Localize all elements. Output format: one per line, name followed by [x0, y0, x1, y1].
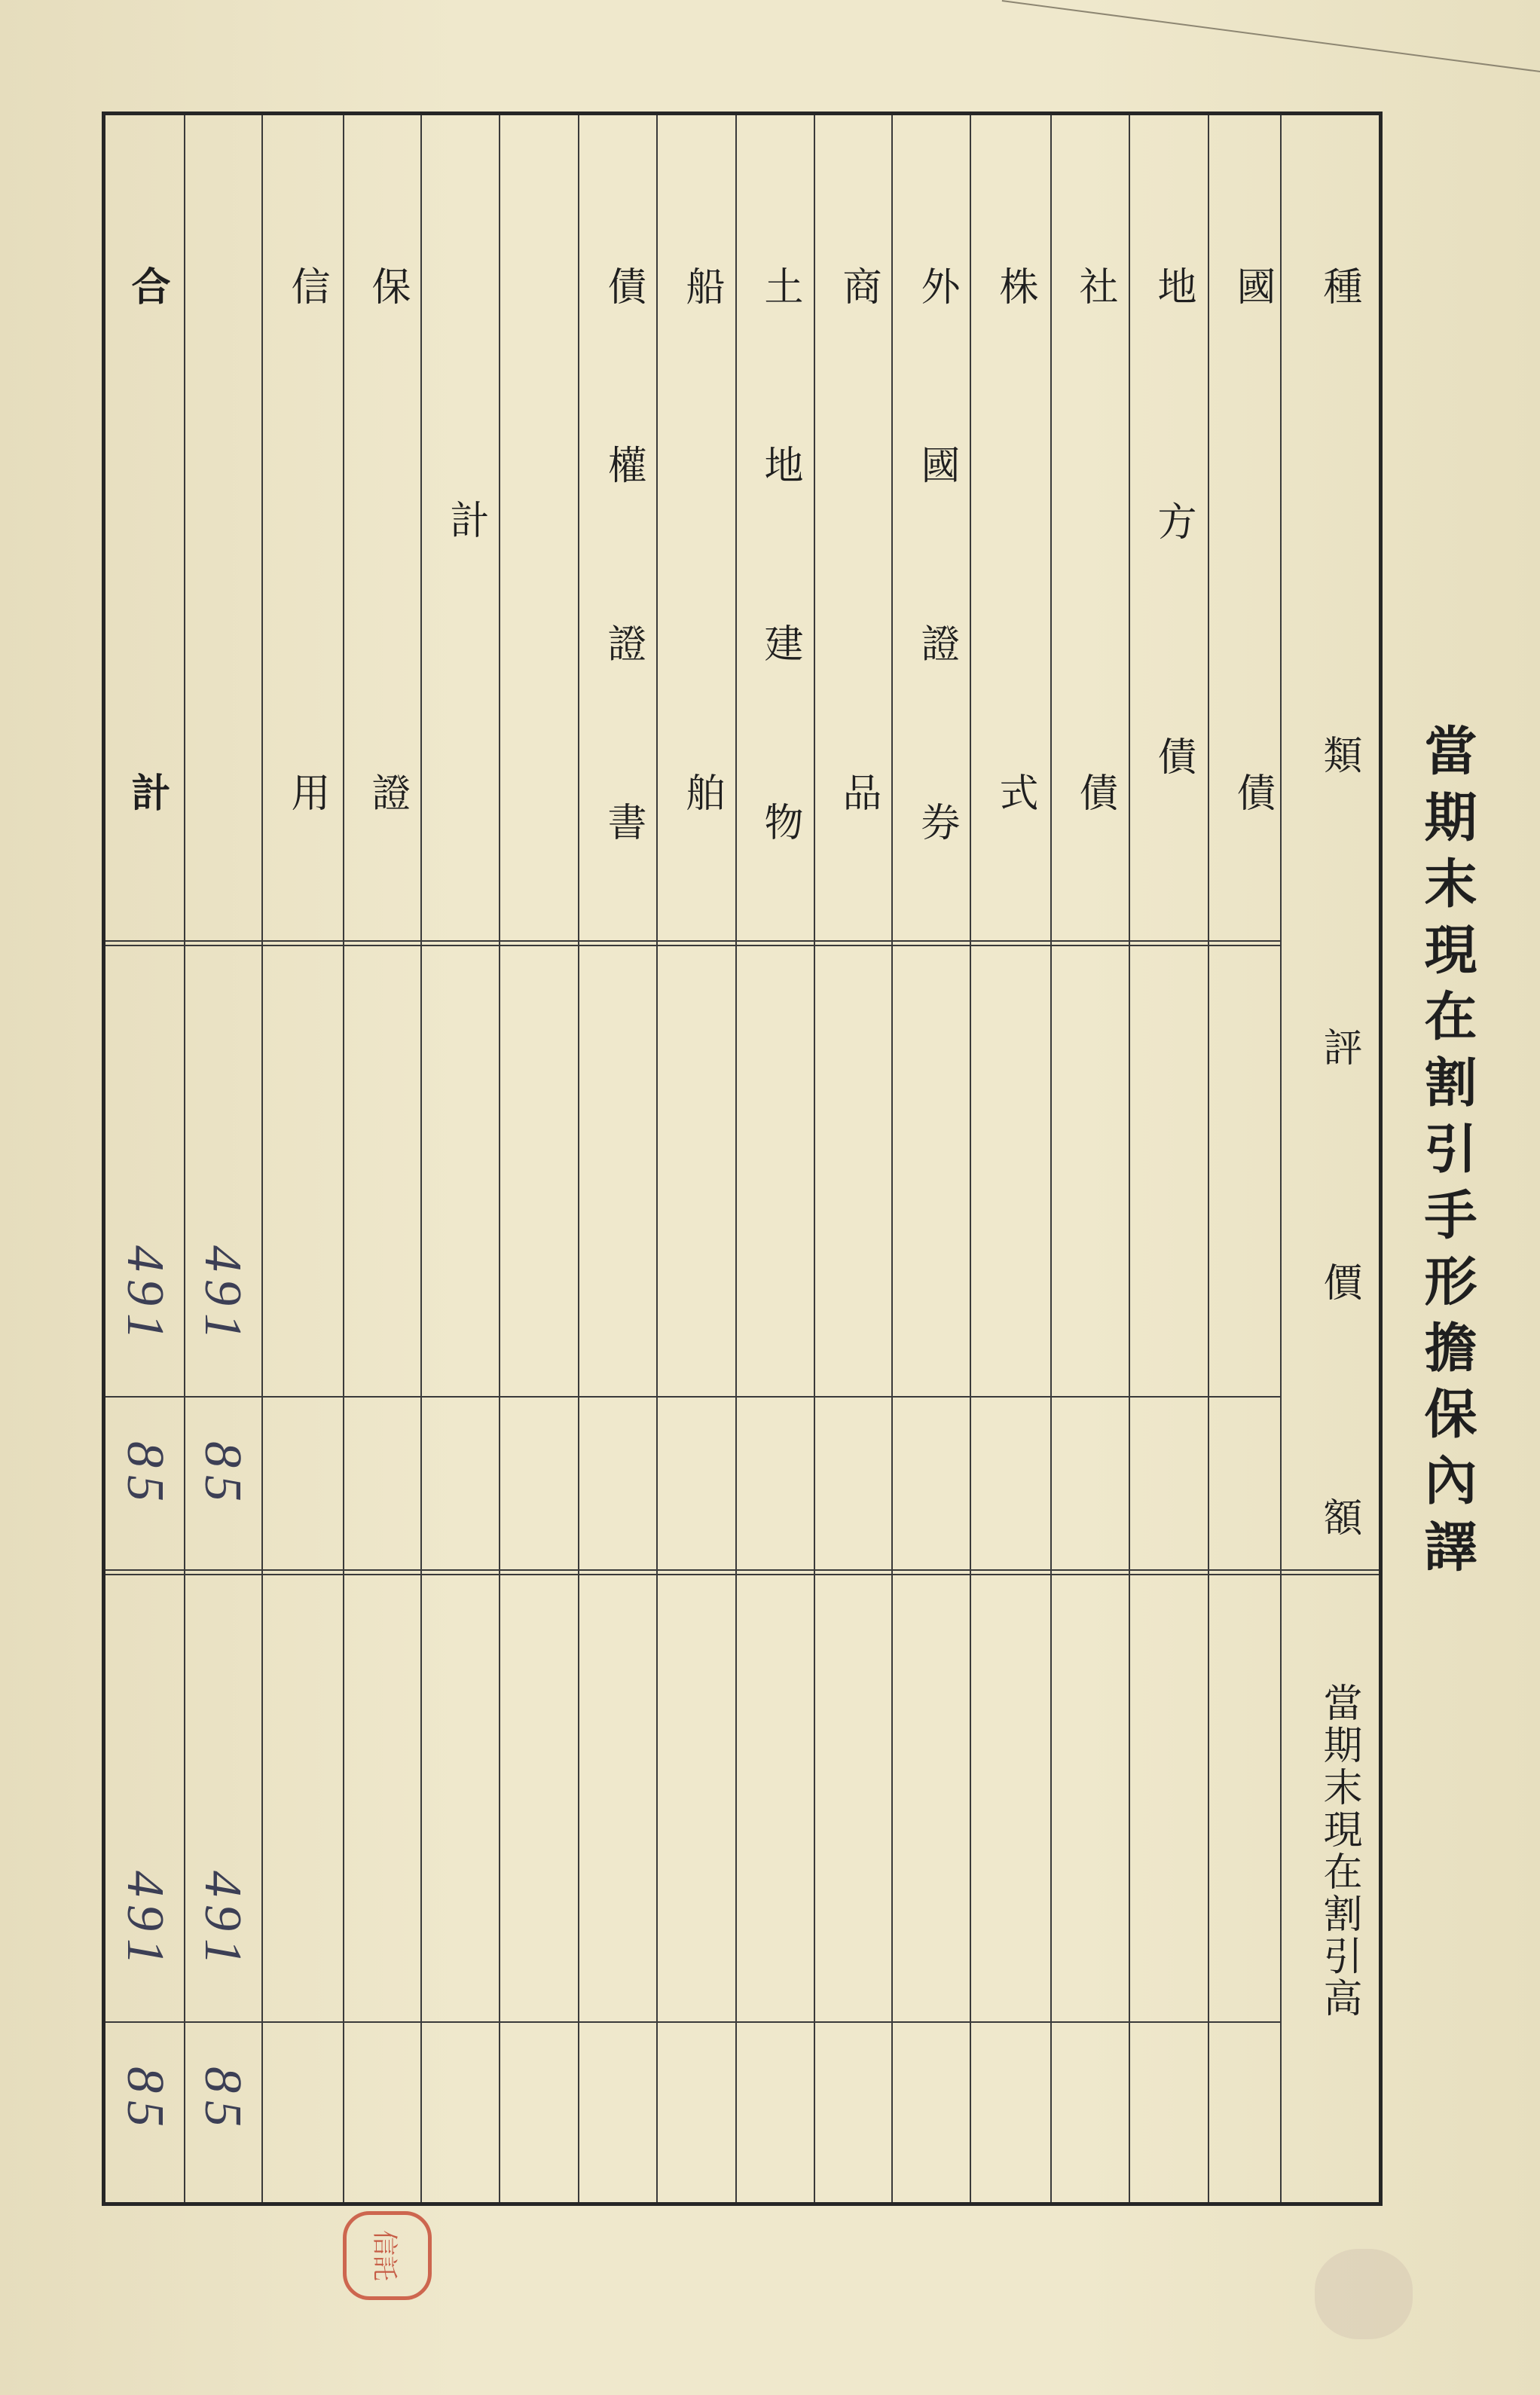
- shinyo-valuation-dec: 85: [194, 1441, 252, 1509]
- shinyo-discount-dec: 85: [194, 2067, 252, 2134]
- total-discount-int: 491: [116, 1871, 174, 1972]
- row-label-shinyo: 信用: [284, 266, 329, 1278]
- row-label-hosho: 保證: [365, 266, 410, 1278]
- row-label-kabushiki: 株式: [992, 266, 1037, 1278]
- total-valuation-dec: 85: [116, 1441, 174, 1509]
- faint-stamp-mark: [1315, 2249, 1413, 2339]
- row-label-total: 合計: [124, 266, 170, 1278]
- total-valuation-int: 491: [116, 1245, 174, 1347]
- row-label-saiken-shosho: 債權證書: [600, 266, 646, 980]
- row-label-subtotal: 計: [443, 499, 488, 539]
- header-category: 種類: [1316, 266, 1361, 1203]
- seal-text: 信託: [369, 2230, 400, 2281]
- row-label-gaikoku-shoken: 外國證券: [914, 266, 959, 980]
- red-seal-stamp: [343, 2211, 432, 2300]
- row-label-shohin: 商品: [836, 266, 881, 1278]
- collateral-table: [102, 112, 1383, 2206]
- row-label-chihosai: 地方債: [1150, 266, 1196, 971]
- shinyo-discount-int: 491: [194, 1871, 252, 1972]
- document-title: 當期末現在割引手形擔保內譯: [1416, 723, 1478, 1585]
- row-label-tochi-tatemono: 土地建物: [757, 266, 802, 980]
- row-label-kokusai: 國債: [1230, 266, 1275, 1278]
- shinyo-valuation-int: 491: [194, 1245, 252, 1347]
- header-valuation: 評價額: [1316, 1027, 1361, 1732]
- header-discount: 當期末現在割引高: [1316, 1682, 1361, 2020]
- row-label-senpaku: 船舶: [679, 266, 724, 1278]
- row-label-shasai: 社債: [1072, 266, 1117, 1278]
- total-discount-dec: 85: [116, 2067, 174, 2134]
